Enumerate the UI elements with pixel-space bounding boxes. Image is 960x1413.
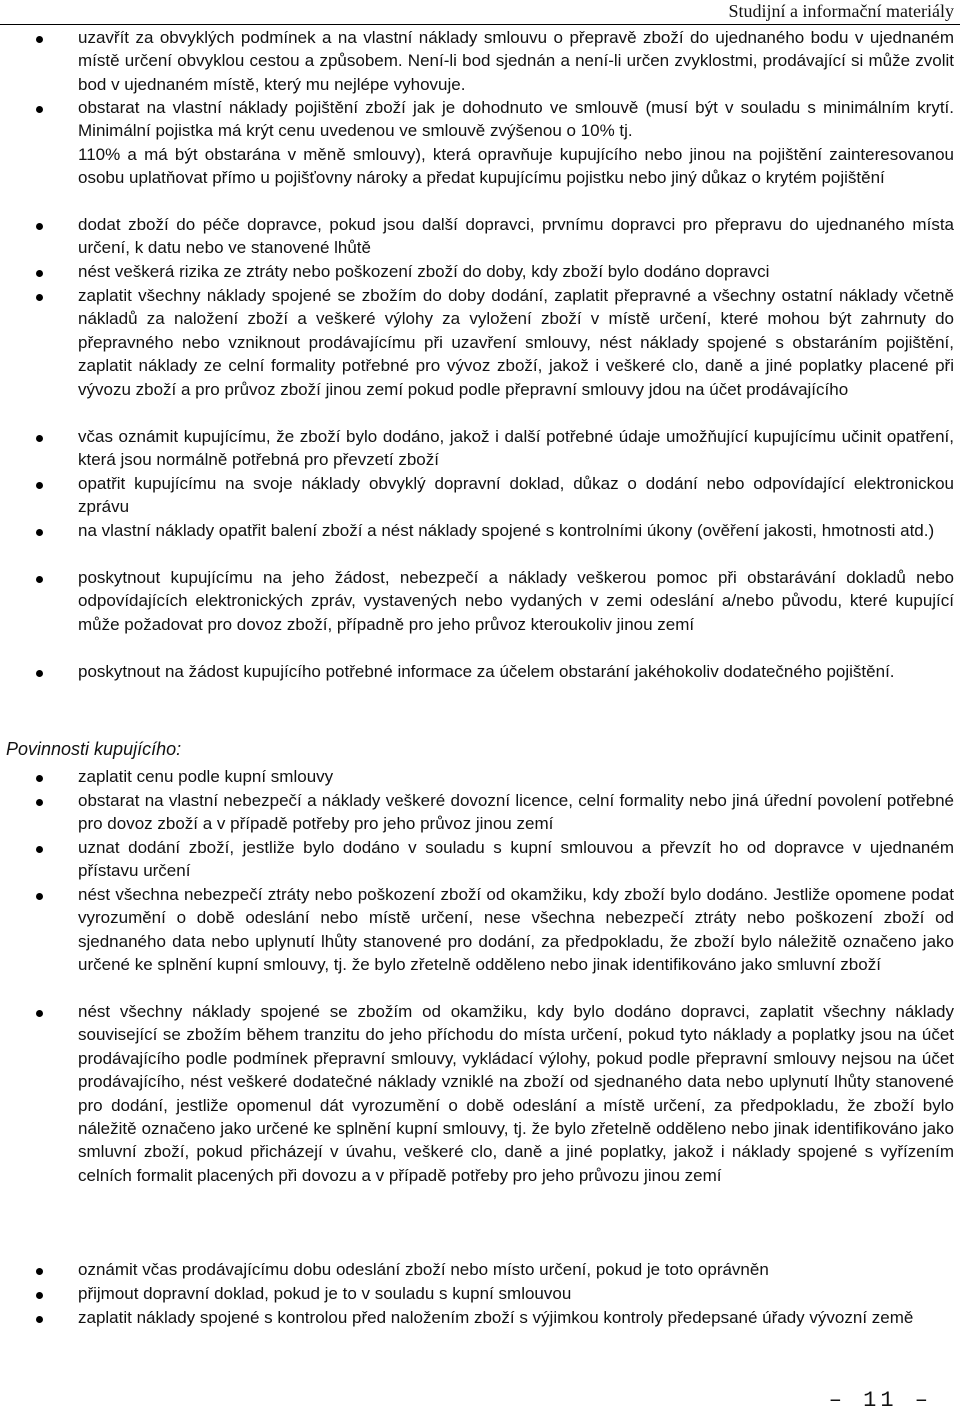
bullet-icon bbox=[36, 893, 43, 900]
bullet-icon bbox=[36, 1316, 43, 1323]
header-title: Studijní a informační materiály bbox=[728, 1, 954, 21]
bullet-icon bbox=[36, 294, 43, 301]
buyer-obligations-heading: Povinnosti kupujícího: bbox=[6, 739, 182, 759]
running-header bbox=[0, 0, 960, 25]
list-item: včas oznámit kupujícímu, že zboží bylo dodáno, jakož i další potřebné údaje umožňující kupujícímu učinit opatření, která jsou normálně potřebná pro převzetí zboží bbox=[0, 425, 960, 472]
list-item: uzavřít za obvyklých podmínek a na vlastní náklady smlouvu o přepravě zboží do ujednaného bodu v ujednaném místě určení obvyklou cestou a způsobem. Není-li bod sjednán a není-li určen zvyklostmi, prodávající si může zvolit bod v ujednaném místě, který mu nejlépe vyhovuje. bbox=[0, 26, 960, 96]
bullet-icon bbox=[36, 1010, 43, 1017]
list-item: uznat dodání zboží, jestliže bylo dodáno v souladu s kupní smlouvou a převzít ho od dopravce v ujednaném přístavu určení bbox=[0, 836, 960, 883]
bullet-icon bbox=[36, 529, 43, 536]
bullet-icon bbox=[36, 435, 43, 442]
bullet-icon bbox=[36, 576, 43, 583]
list-item: opatřit kupujícímu na svoje náklady obvyklý dopravní doklad, důkaz o dodání nebo odpovídající elektronickou zprávu bbox=[0, 472, 960, 519]
list-item: dodat zboží do péče dopravce, pokud jsou další dopravci, prvnímu dopravci pro přepravu do ujednaného místa určení, k datu nebo ve stanovené lhůtě bbox=[0, 213, 960, 260]
list-item: poskytnout na žádost kupujícího potřebné informace za účelem obstarání jakéhokoliv dodatečného pojištění. bbox=[0, 660, 960, 707]
page-number: – 11 – bbox=[828, 1388, 932, 1413]
bullet-icon bbox=[36, 1292, 43, 1299]
bullet-icon bbox=[36, 36, 43, 43]
list-item: obstarat na vlastní nebezpečí a náklady veškeré dovozní licence, celní formality nebo jiná úřední povolení potřebné pro dovoz zboží a v případě potřeby pro jeho průvoz jinou zemí bbox=[0, 789, 960, 836]
bullet-icon bbox=[36, 223, 43, 230]
list-item: nést všechna nebezpečí ztráty nebo poškození zboží od okamžiku, kdy zboží bylo dodáno. Jestliže opomene podat vyrozumění o době odeslání nebo místě určení, nese všechna nebezpečí ztráty nebo poškození zboží od sjednaného data nebo uplynutí lhůty stanovené pro dodání, za předpokladu, že zboží bylo náležitě označeno jako určené ke splnění kupní smlouvy, tj. že bylo zřetelně odděleno nebo jinak identifikováno jako smluvní zboží bbox=[0, 883, 960, 1000]
list-item: oznámit včas prodávajícímu dobu odeslání zboží nebo místo určení, pokud je toto oprávněn bbox=[0, 1258, 960, 1282]
bullet-icon bbox=[36, 846, 43, 853]
bullet-icon bbox=[36, 1268, 43, 1275]
list-item: přijmout dopravní doklad, pokud je to v souladu s kupní smlouvou bbox=[0, 1282, 960, 1306]
list-item: zaplatit náklady spojené s kontrolou před naložením zboží s výjimkou kontroly předepsané úřady vývozní země bbox=[0, 1306, 960, 1353]
bullet-icon bbox=[36, 270, 43, 277]
list-item: nést veškerá rizika ze ztráty nebo poškození zboží do doby, kdy zboží bylo dodáno dopravci bbox=[0, 260, 960, 284]
seller-obligations-list bbox=[0, 26, 960, 707]
list-item: obstarat na vlastní náklady pojištění zboží jak je dohodnuto ve smlouvě (musí být v souladu s minimálním krytí. Minimální pojistka má krýt cenu uvedenou ve smlouvě zvýšenou o 10% tj. 110% a má být obstarána v měně smlouvy), která opravňuje kupujícího nebo jinou na pojištění zainteresovanou osobu uplatňovat přímo u pojišťovny nároky a předat kupujícímu pojistku nebo jiný důkaz o krytém pojištění bbox=[0, 96, 960, 213]
bullet-icon bbox=[36, 775, 43, 782]
bullet-icon bbox=[36, 106, 43, 113]
list-item: zaplatit všechny náklady spojené se zbožím do doby dodání, zaplatit přepravné a všechny ostatní náklady včetně nákladů za naložení zboží a veškeré výlohy za vyložení zboží v místě určení, které mohou být zahrnuty do přepravného nebo vzniknout prodávajícímu při uzavření smlouvy, nést náklady spojené s obstaráním pojištění, zaplatit náklady ze celní formality potřebné pro vývoz zboží, jakož i veškeré clo, daně a jiné poplatky placené při vývozu zboží a pro průvoz zboží jinou zemí pokud podle přepravní smlouvy jdou na účet prodávajícího bbox=[0, 284, 960, 425]
list-item: na vlastní náklady opatřit balení zboží a nést náklady spojené s kontrolními úkony (ověření jakosti, hmotnosti atd.) bbox=[0, 519, 960, 566]
buyer-obligations-list bbox=[0, 765, 960, 1353]
bullet-icon bbox=[36, 799, 43, 806]
list-item: poskytnout kupujícímu na jeho žádost, nebezpečí a náklady veškerou pomoc při obstarávání dokladů nebo odpovídajících elektronických zpráv, vystavených nebo vydaných v zemi odeslání a/nebo původu, které kupující může požadovat pro dovoz zboží, případně pro jeho průvoz kteroukoliv jinou zemí bbox=[0, 566, 960, 660]
bullet-icon bbox=[36, 482, 43, 489]
list-item: nést všechny náklady spojené se zbožím od okamžiku, kdy bylo dodáno dopravci, zaplatit všechny náklady související se zbožím během tranzitu do jeho příchodu do místa určení, pokud tyto náklady a poplatky jsou na účet prodávajícího podle podmínek přepravní smlouvy, vykládací výlohy, pokud podle přepravní smlouvy nejsou na účet prodávajícího, nést veškeré dodatečné náklady vzniklé na zboží od sjednaného data nebo uplynutí lhůty stanovené pro dodání, jestliže opomenul dát vyrozumění o době odeslání a místě určení, za předpokladu, že zboží bylo náležitě označeno jako určené ke splnění kupní smlouvy, tj. že bylo zřetelně odděleno nebo jinak identifikováno jako smluvní zboží, pokud přicházejí v úvahu, veškeré clo, daně a jiné poplatky, jakož i náklady spojené s vyřízením celních formalit placených při dovozu a v případě potřeby pro jeho průvozu jinou zemí bbox=[0, 1000, 960, 1258]
list-item: zaplatit cenu podle kupní smlouvy bbox=[0, 765, 960, 789]
bullet-icon bbox=[36, 670, 43, 677]
